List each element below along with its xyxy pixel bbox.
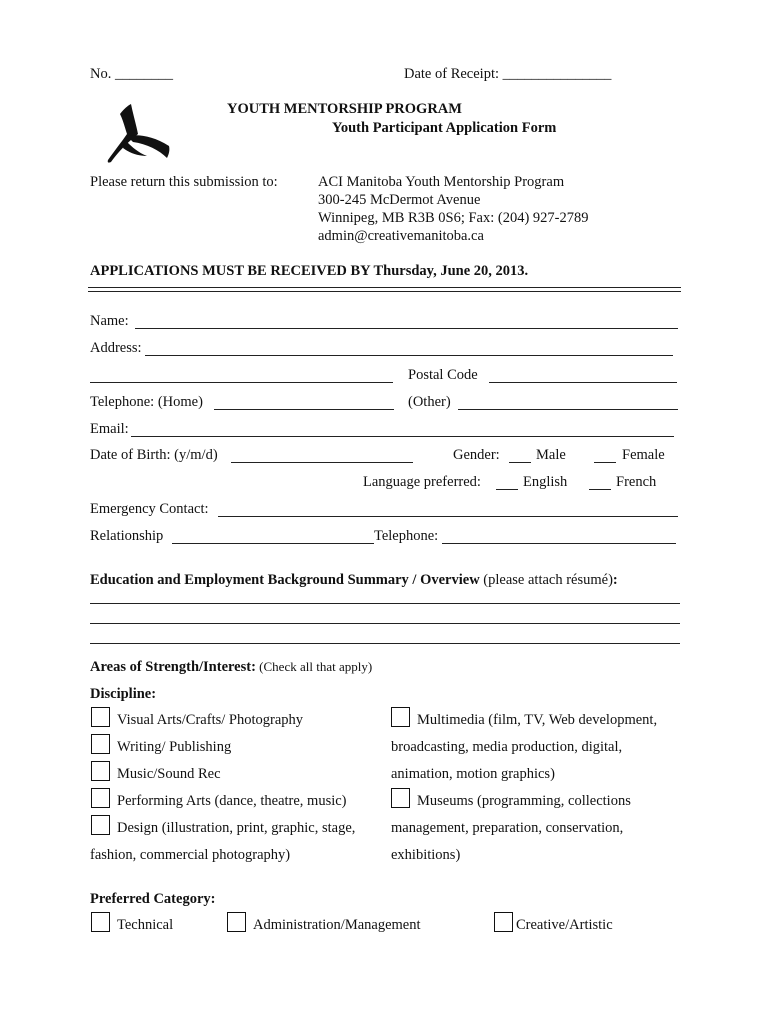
return-org: ACI Manitoba Youth Mentorship Program: [318, 174, 565, 190]
return-email: admin@creativemanitoba.ca: [318, 228, 484, 244]
postal-code-field[interactable]: [489, 382, 677, 383]
checkbox-music[interactable]: [91, 761, 110, 781]
checkbox-technical[interactable]: [91, 912, 110, 932]
checkbox-performing-arts[interactable]: [91, 788, 110, 808]
emergency-telephone-field[interactable]: [442, 543, 676, 544]
multimedia-label-2: broadcasting, media production, digital,: [391, 739, 623, 755]
relationship-label: Relationship: [90, 528, 164, 544]
return-label: Please return this submission to:: [90, 174, 278, 190]
language-french-blank[interactable]: [589, 489, 611, 490]
form-number-label: No. ________: [90, 66, 173, 82]
telephone-other-label: (Other): [408, 394, 451, 410]
name-label: Name:: [90, 313, 129, 329]
checkbox-visual-arts[interactable]: [91, 707, 110, 727]
museums-label-3: exhibitions): [391, 847, 461, 863]
strengths-heading: [90, 659, 372, 676]
discipline-heading: Discipline:: [90, 686, 157, 702]
education-heading: [90, 572, 618, 589]
strengths-note: (Check all that apply): [255, 659, 373, 674]
strengths-heading-text: Areas of Strength/Interest:: [90, 659, 256, 675]
language-english-blank[interactable]: [496, 489, 518, 490]
dob-field[interactable]: [231, 462, 413, 463]
checkbox-writing[interactable]: [91, 734, 110, 754]
checkbox-design[interactable]: [91, 815, 110, 835]
deadline-notice: APPLICATIONS MUST BE RECEIVED BY Thursday, June 20, 2013.: [90, 263, 529, 279]
address-label: Address:: [90, 340, 142, 356]
date-of-receipt-label: Date of Receipt: _______________: [404, 66, 612, 82]
emergency-telephone-label: Telephone:: [374, 528, 439, 544]
education-colon: :: [612, 572, 618, 588]
emergency-contact-field[interactable]: [218, 516, 678, 517]
checkbox-multimedia[interactable]: [391, 707, 410, 727]
emergency-contact-label: Emergency Contact:: [90, 501, 209, 517]
visual-arts-label: Visual Arts/Crafts/ Photography: [117, 712, 304, 728]
postal-code-label: Postal Code: [408, 367, 478, 383]
form-subtitle: Youth Participant Application Form: [332, 120, 557, 136]
relationship-field[interactable]: [172, 543, 374, 544]
checkbox-administration[interactable]: [227, 912, 246, 932]
telephone-other-field[interactable]: [458, 409, 678, 410]
address-field[interactable]: [145, 355, 673, 356]
checkbox-museums[interactable]: [391, 788, 410, 808]
multimedia-label: Multimedia (film, TV, Web development,: [417, 712, 658, 728]
category-heading: Preferred Category:: [90, 891, 216, 907]
education-note: (please attach résumé): [479, 572, 613, 588]
gender-female-label: Female: [622, 447, 665, 463]
section-divider: [88, 287, 681, 292]
language-french-label: French: [616, 474, 657, 490]
music-label: Music/Sound Rec: [117, 766, 221, 782]
design-label: Design (illustration, print, graphic, stage,: [117, 820, 356, 836]
administration-label: Administration/Management: [253, 917, 421, 933]
gender-male-blank[interactable]: [509, 462, 531, 463]
gender-female-blank[interactable]: [594, 462, 616, 463]
email-field[interactable]: [131, 436, 674, 437]
museums-label: Museums (programming, collections: [417, 793, 631, 809]
aci-logo: [103, 100, 173, 166]
language-english-label: English: [523, 474, 568, 490]
gender-male-label: Male: [536, 447, 566, 463]
education-line-2[interactable]: [90, 623, 680, 624]
return-street: 300-245 McDermot Avenue: [318, 192, 481, 208]
writing-label: Writing/ Publishing: [117, 739, 232, 755]
dob-label: Date of Birth: (y/m/d): [90, 447, 218, 463]
email-label: Email:: [90, 421, 129, 437]
multimedia-label-3: animation, motion graphics): [391, 766, 555, 782]
checkbox-creative[interactable]: [494, 912, 513, 932]
performing-arts-label: Performing Arts (dance, theatre, music): [117, 793, 347, 809]
program-title: YOUTH MENTORSHIP PROGRAM: [227, 101, 462, 117]
technical-label: Technical: [117, 917, 174, 933]
name-field[interactable]: [135, 328, 678, 329]
design-label-cont: fashion, commercial photography): [90, 847, 291, 863]
education-heading-text: Education and Employment Background Summary / Overview: [90, 572, 480, 588]
language-label: Language preferred:: [363, 474, 481, 490]
education-line-1[interactable]: [90, 603, 680, 604]
gender-label: Gender:: [453, 447, 500, 463]
telephone-home-field[interactable]: [214, 409, 394, 410]
return-city-fax: Winnipeg, MB R3B 0S6; Fax: (204) 927-2789: [318, 210, 589, 226]
museums-label-2: management, preparation, conservation,: [391, 820, 624, 836]
education-line-3[interactable]: [90, 643, 680, 644]
address-line-2-field[interactable]: [90, 382, 393, 383]
telephone-home-label: Telephone: (Home): [90, 394, 203, 410]
creative-label: Creative/Artistic: [516, 917, 613, 933]
